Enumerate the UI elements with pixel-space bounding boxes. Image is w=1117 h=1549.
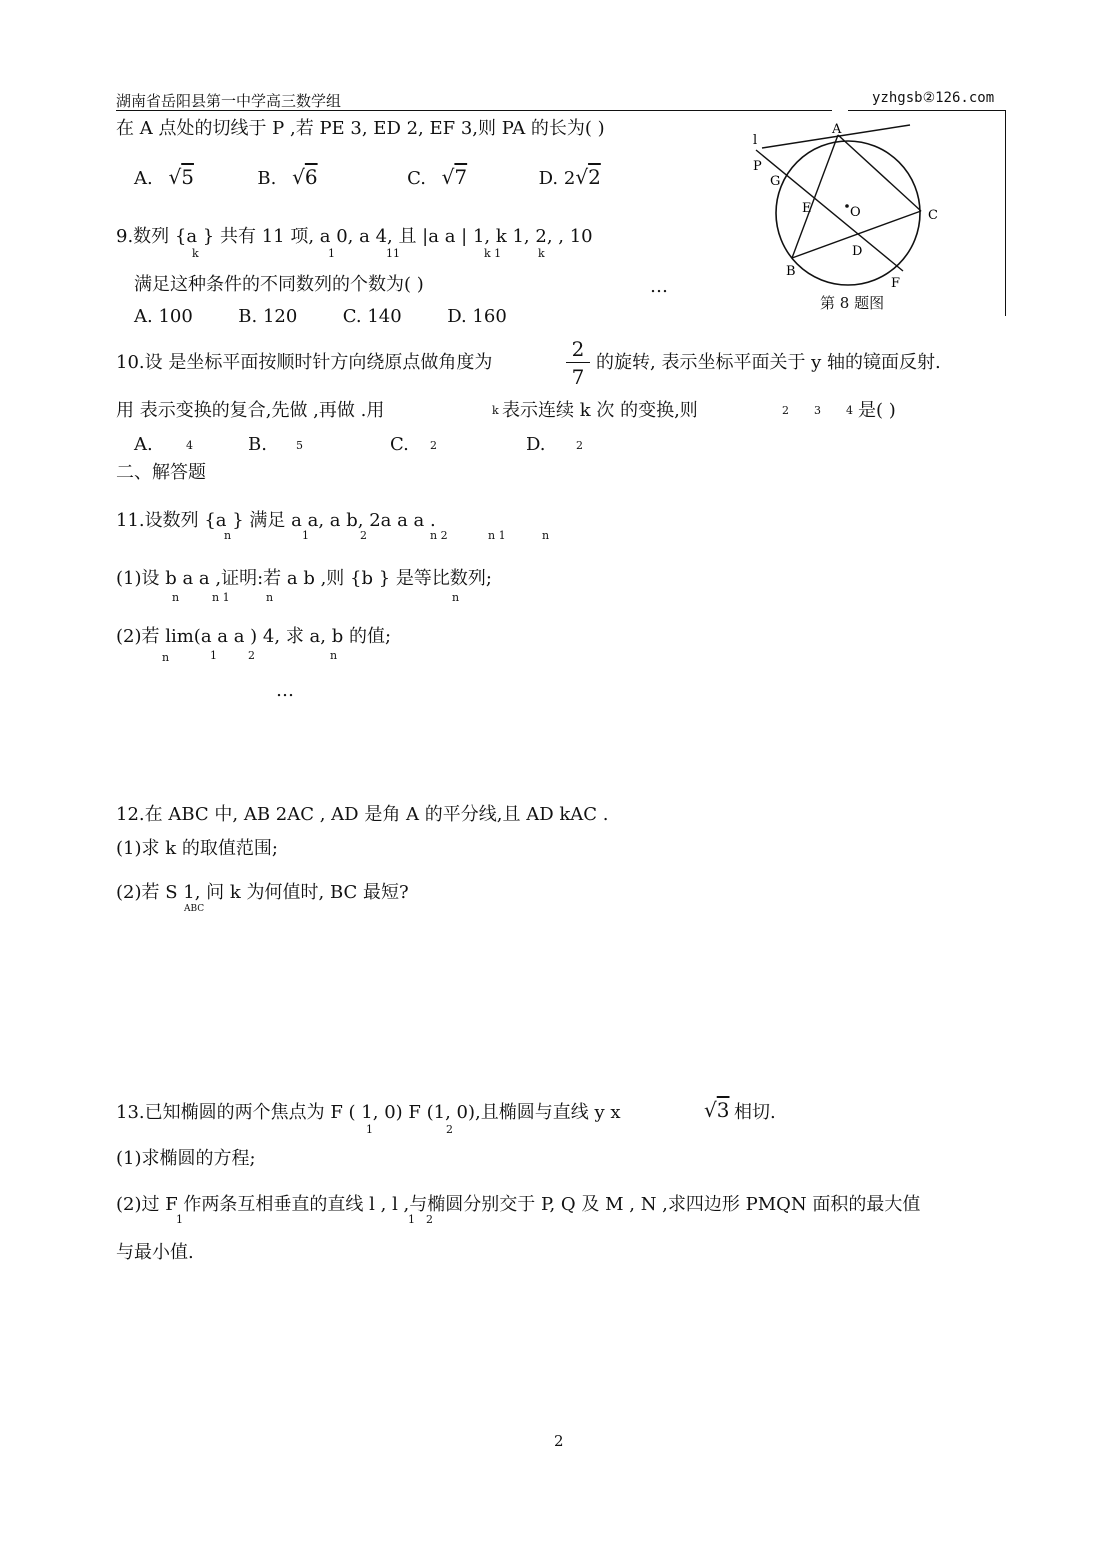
q11-sub-n2: n 2 (430, 529, 448, 542)
q10-option-c: C. (390, 434, 409, 455)
label-f: F (891, 276, 901, 291)
q11-p1-sub-n1: n 1 (212, 591, 230, 604)
label-d: D (852, 244, 863, 259)
q8-option-a-label: A. (134, 168, 153, 189)
label-p: P (753, 159, 762, 174)
label-l: l (753, 133, 758, 148)
q13-sub-2: 2 (446, 1123, 453, 1136)
q12-line1: 12.在 ABC 中, AB 2AC , AD 是角 A 的平分线,且 AD kAC . (116, 804, 609, 825)
q9-sub-11: 11 (386, 247, 400, 260)
q10-line2b: 表示连续 k 次 的变换,则 (502, 400, 698, 421)
q13-p2-sub-1: 1 (176, 1213, 183, 1226)
sqrt-icon: √3 (704, 1098, 730, 1122)
q10-frac-bar (566, 362, 590, 363)
q11-sub-n: n (224, 529, 232, 542)
q9-sub-k1: k 1 (484, 247, 502, 260)
q11-p1-sub-n: n (172, 591, 180, 604)
q10-option-a: A. (134, 434, 153, 455)
q9-sub-1: 1 (328, 247, 335, 260)
figure-circle (776, 141, 920, 285)
secant-line-pf (756, 150, 903, 271)
q10-sub-3: 3 (814, 404, 821, 417)
sqrt-icon: √7 (441, 165, 468, 189)
q9-option-c: C. 140 (342, 306, 402, 327)
q8-options (134, 166, 601, 190)
q13-part1: (1)求椭圆的方程; (116, 1148, 256, 1169)
q10-sub-2: 2 (782, 404, 789, 417)
label-e: E (802, 201, 812, 216)
q11-sub-n1: n 1 (488, 529, 506, 542)
sqrt-icon: √6 (292, 165, 318, 189)
q10-frac-num: 2 (571, 337, 585, 361)
label-g: G (770, 174, 781, 189)
q13-p2-sub-l2: 2 (426, 1213, 433, 1226)
section-heading: 二、解答题 (116, 462, 206, 483)
q11-sub-n3: n (542, 529, 550, 542)
q12-part2: (2)若 S 1, 问 k 为何值时, BC 最短? (116, 882, 409, 903)
q8-option-b-label: B. (257, 168, 277, 189)
chord-ab (792, 135, 838, 258)
q10-line1b: 的旋转, 表示坐标平面关于 y 轴的镜面反射. (596, 352, 941, 373)
q8-option-d-label: D. (538, 168, 559, 189)
header-left: 湖南省岳阳县第一中学高三数学组 (116, 92, 342, 110)
q11-part2: (2)若 lim(a a a ) 4, 求 a, b 的值; (116, 626, 392, 647)
q10-option-c-sub: 2 (430, 439, 437, 452)
q11-p2-sub-1: 1 (210, 649, 217, 662)
q9-line2: 满足这种条件的不同数列的个数为( ) (134, 274, 424, 295)
q8-option-c-label: C. (407, 168, 426, 189)
q11-p1-sub-n3: n (452, 591, 460, 604)
q10-sub-k: k (492, 404, 499, 417)
q10-option-d-sub: 2 (576, 439, 583, 452)
q13-part2b: 与最小值. (116, 1242, 194, 1263)
q8-option-d-coef: 2 (563, 168, 576, 189)
q13-sub-1: 1 (366, 1123, 373, 1136)
q10-line1a: 10.设 是坐标平面按顺时针方向绕原点做角度为 (116, 352, 493, 373)
q11-p1-sub-n2: n (266, 591, 274, 604)
q11-sub-2: 2 (360, 529, 367, 542)
q11-line1: 11.设数列 {a } 满足 a a, a b, 2a a a . (116, 510, 436, 531)
q10-option-b-sub: 5 (296, 439, 303, 452)
label-c: C (928, 208, 938, 223)
header-rule-left (116, 110, 832, 111)
q10-option-d: D. (526, 434, 546, 455)
q10-option-b: B. (248, 434, 267, 455)
q11-part1: (1)设 b a a ,证明:若 a b ,则 {b } 是等比数列; (116, 568, 492, 589)
q10-option-a-sub: 4 (186, 439, 193, 452)
figure-frame-vertical (1005, 110, 1006, 316)
q11-p2-sub-n: n (162, 651, 170, 664)
q8-figure-caption: 第 8 题图 (820, 294, 885, 312)
q9-line1: 9.数列 {a } 共有 11 项, a 0, a 4, 且 |a a | 1, k 1, 2, , 10 (116, 226, 593, 247)
q11-sub-1: 1 (302, 529, 309, 542)
q9-ellipsis: … (650, 276, 668, 297)
q10-line2a: 用 表示变换的复合,先做 ,再做 .用 (116, 400, 385, 421)
q13-line1b: 相切. (734, 1102, 776, 1123)
q10-frac-den: 7 (571, 365, 585, 389)
q9-sub-k2: k (538, 247, 545, 260)
label-o: O (850, 205, 861, 220)
q11-ellipsis: … (276, 680, 294, 701)
q9-options (134, 306, 507, 328)
q8-figure (740, 118, 940, 318)
q11-p2-sub-2: 2 (248, 649, 255, 662)
q12-part1: (1)求 k 的取值范围; (116, 838, 278, 859)
q12-sub-abc: ABC (184, 904, 205, 914)
label-b: B (786, 264, 796, 279)
q13-line1a: 13.已知椭圆的两个焦点为 F ( 1, 0) F (1, 0),且椭圆与直线 y x (116, 1102, 621, 1123)
q13-part2: (2)过 F 作两条互相垂直的直线 l , l ,与椭圆分别交于 P, Q 及 M , N ,求四边形 PMQN 面积的最大值 (116, 1194, 921, 1215)
sqrt-icon: √2 (575, 165, 601, 189)
header-rule-right (848, 110, 1006, 111)
sqrt-icon: √5 (168, 165, 194, 189)
q11-p2-sub-n2: n (330, 649, 338, 662)
q13-p2-sub-l1: 1 (408, 1213, 415, 1226)
q10-sub-4: 4 (846, 404, 853, 417)
q9-option-a: A. 100 (134, 306, 193, 327)
q9-option-b: B. 120 (238, 306, 298, 327)
q10-line2c: 是( ) (858, 400, 896, 421)
center-dot (845, 204, 849, 208)
q9-sub-k: k (192, 247, 199, 260)
q9-option-d: D. 160 (447, 306, 507, 327)
label-a: A (832, 122, 842, 137)
header-right: yzhgsb②126.com (872, 90, 995, 106)
page-number: 2 (554, 1432, 564, 1450)
q8-line1: 在 A 点处的切线于 P ,若 PE 3, ED 2, EF 3,则 PA 的长为( ) (116, 118, 605, 139)
